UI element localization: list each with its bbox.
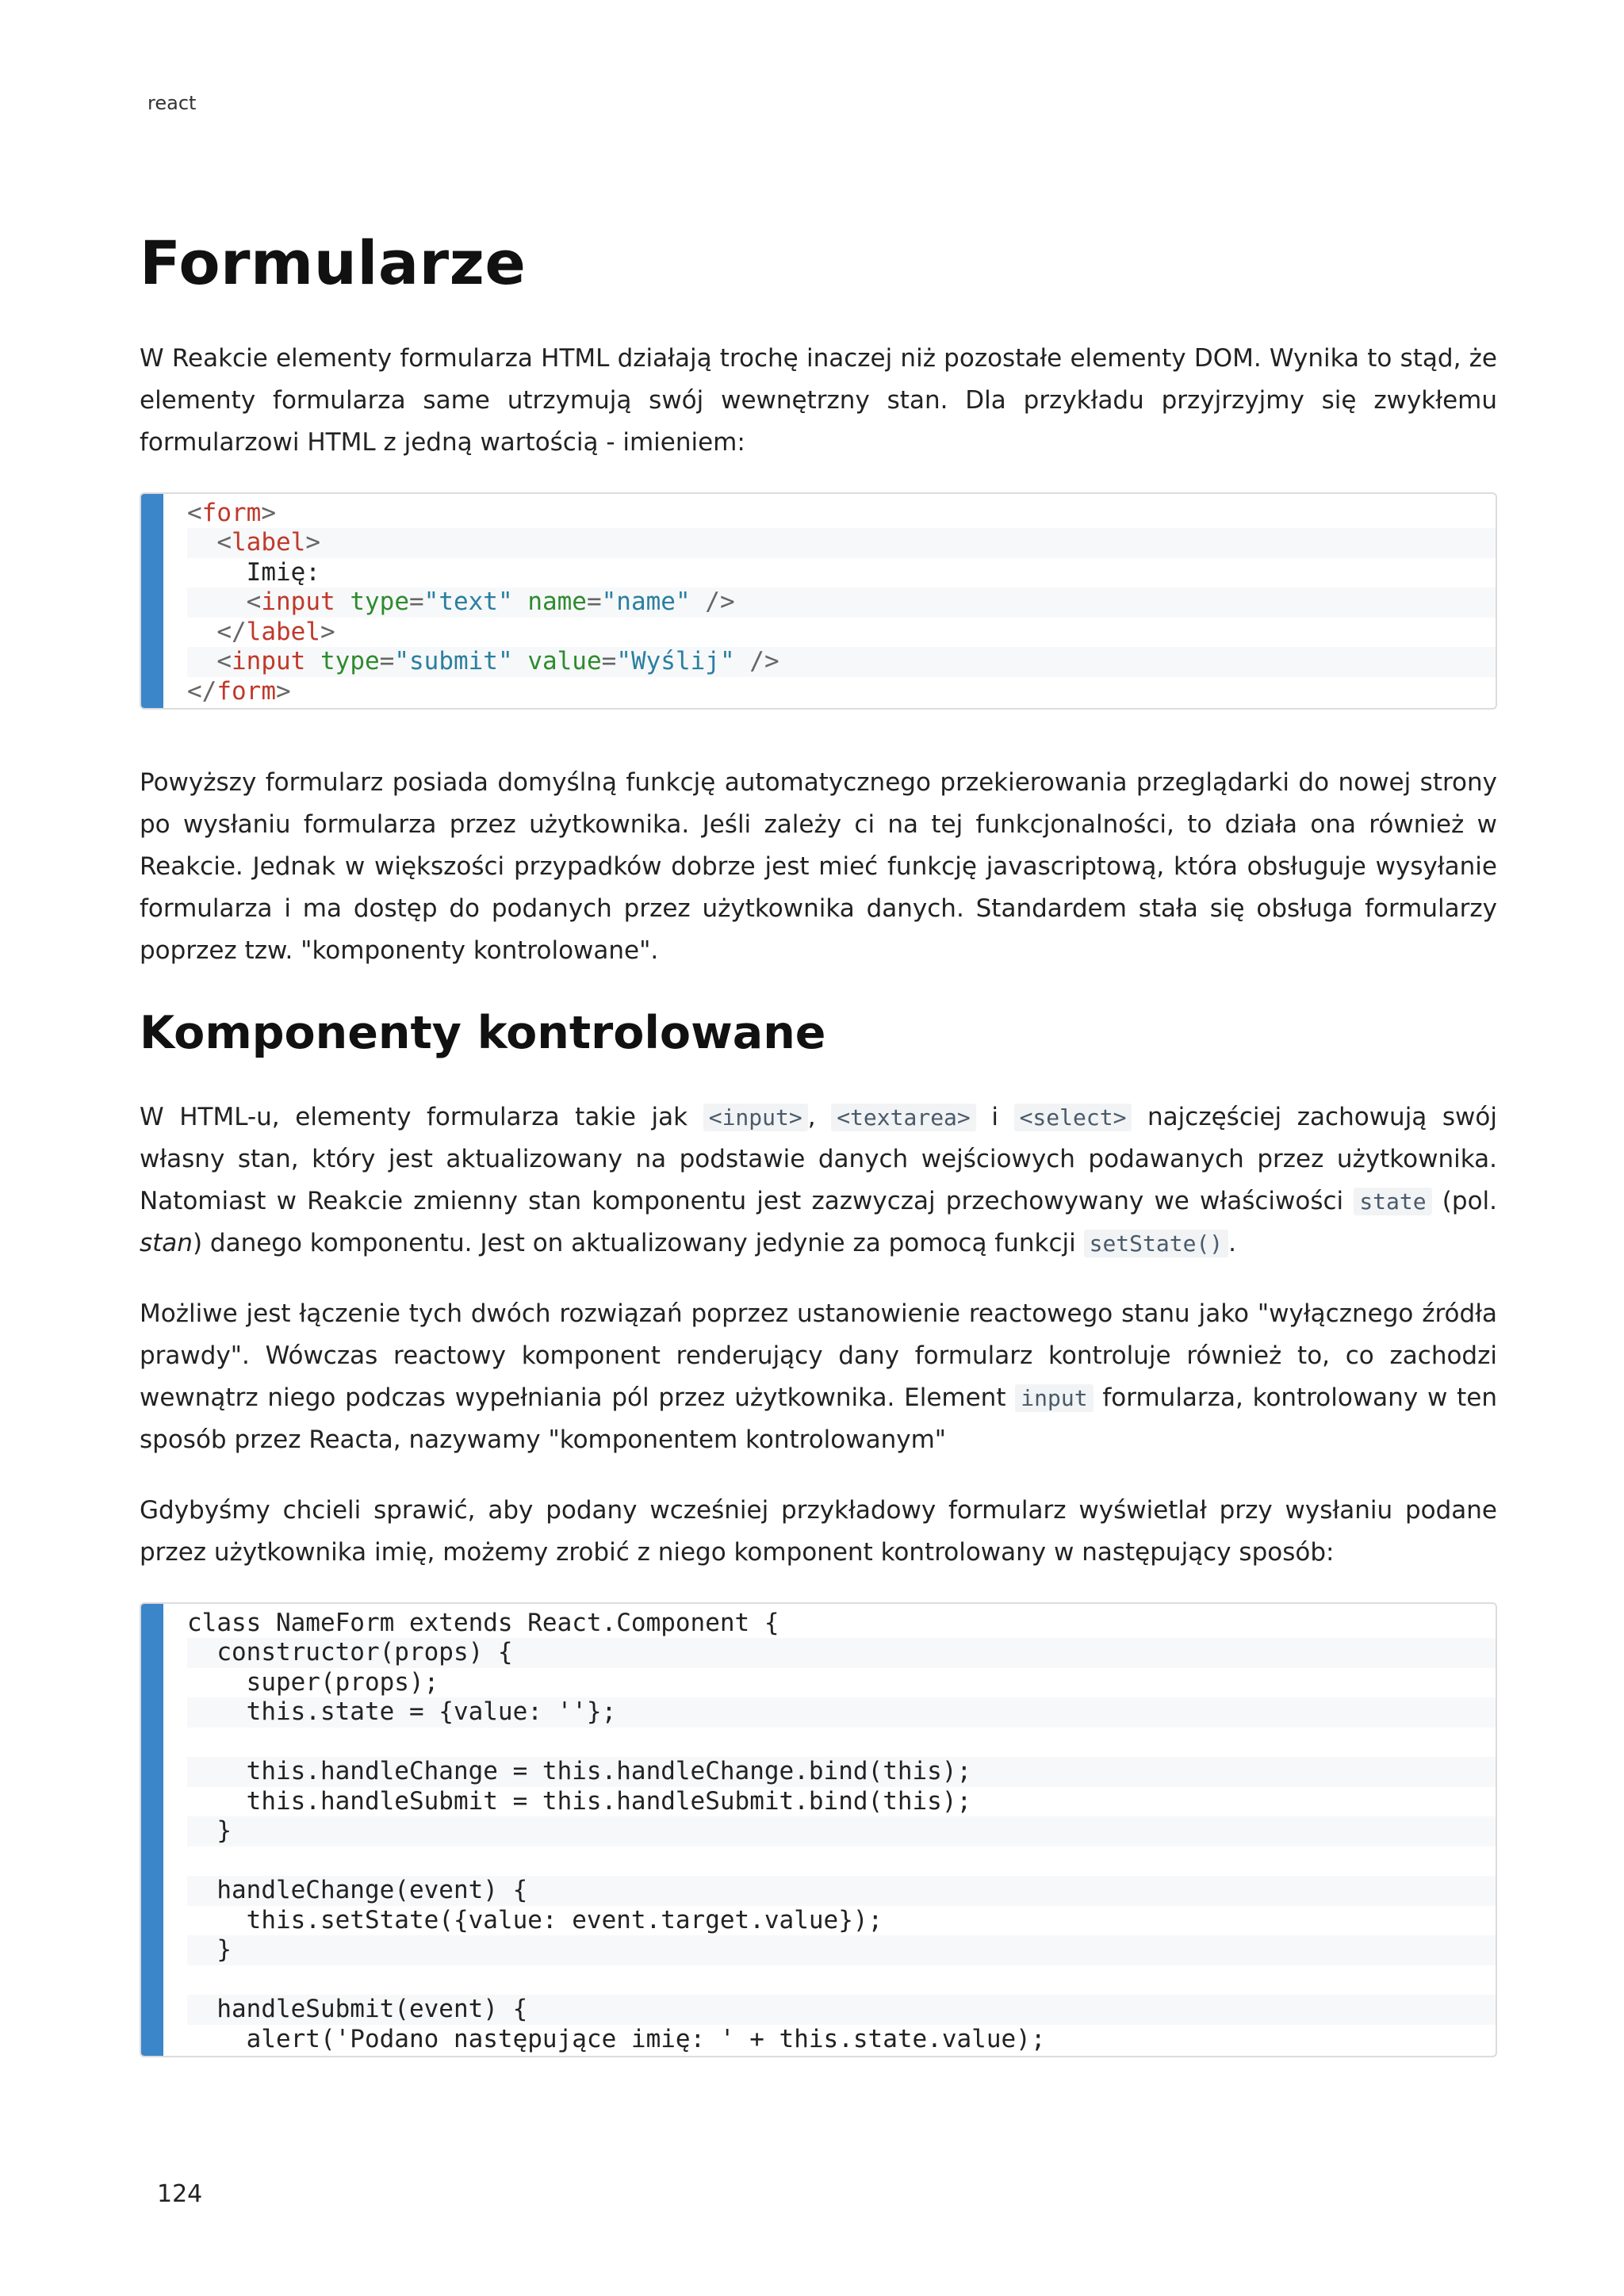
code-line: handleChange(event) { bbox=[187, 1876, 1496, 1906]
example-intro-paragraph: Gdybyśmy chcieli sprawić, aby podany wcześniej przykładowy formularz wyświetlał przy wysłaniu podane przez użytkownika imię, możemy zrobić z niego komponent kontrolowany w następujący sposób: bbox=[140, 1495, 1497, 1567]
code-accent-bar bbox=[141, 494, 163, 709]
nameform-code-block bbox=[140, 1602, 1497, 2058]
code-accent-bar bbox=[141, 1604, 163, 2057]
page-title: Formularze bbox=[140, 228, 527, 298]
code-line: alert('Podano następujące imię: ' + this.state.value); bbox=[187, 2024, 1046, 2053]
code-line: } bbox=[187, 1935, 1496, 1965]
code-line: super(props); bbox=[187, 1667, 439, 1697]
source-of-truth-paragraph: Możliwe jest łączenie tych dwóch rozwiązań poprzez ustanowienie reactowego stanu jako "wyłącznego źródła prawdy". Wówczas reactowy komponent renderujący dany formularz kontroluje również to, co zachodzi wewnątrz niego podczas wypełniania pól przez użytkownika. Element input formularza, kontrolowany w ten sposób przez Reacta, nazywamy "komponentem kontrolowanym" bbox=[140, 1299, 1497, 1454]
section-title: Komponenty kontrolowane bbox=[140, 1007, 826, 1060]
redirect-paragraph: Powyższy formularz posiada domyślną funkcję automatycznego przekierowania przeglądarki do nowej strony po wysłaniu formularza przez użytkownika. Jeśli zależy ci na tej funkcjonalności, to działa ona również w Reakcie. Jednak w większości przypadków dobrze jest mieć funkcję javascriptową, która obsługuje wysyłanie formularza i ma dostęp do podanych przez użytkownika danych. Standardem stała się obsługa formularzy poprzez tzw. "komponenty kontrolowane". bbox=[140, 768, 1497, 966]
inline-code-textarea: <textarea> bbox=[831, 1104, 976, 1131]
code-line: handleSubmit(event) { bbox=[187, 1995, 1496, 2025]
code-line: <label> bbox=[187, 528, 1496, 558]
code-line: <input type="text" name="name" /> bbox=[187, 587, 1496, 618]
inline-code-input: <input> bbox=[703, 1104, 808, 1131]
code-line: this.state = {value: ''}; bbox=[187, 1697, 1496, 1728]
page-number: 124 bbox=[157, 2180, 203, 2208]
code-line: <input type="submit" value="Wyślij" /> bbox=[187, 647, 1496, 677]
emphasis-stan: stan bbox=[140, 1228, 193, 1257]
code-line: constructor(props) { bbox=[187, 1638, 1496, 1668]
html-form-code-block bbox=[140, 492, 1497, 710]
code-line: this.handleChange = this.handleChange.bind(this); bbox=[187, 1757, 1496, 1787]
code-line: class NameForm extends React.Component { bbox=[187, 1608, 779, 1637]
code-line: </form> bbox=[187, 676, 291, 706]
code-line bbox=[187, 1728, 1496, 1758]
code-line: this.setState({value: event.target.value}); bbox=[187, 1905, 883, 1934]
inline-code-select: <select> bbox=[1014, 1104, 1132, 1131]
code-line: Imię: bbox=[246, 557, 320, 587]
code-line: this.handleSubmit = this.handleSubmit.bind(this); bbox=[187, 1786, 972, 1816]
code-line: </label> bbox=[216, 617, 335, 646]
code-listing bbox=[141, 494, 1496, 709]
code-line: <form> bbox=[187, 498, 276, 527]
intro-paragraph: W Reakcie elementy formularza HTML działają trochę inaczej niż pozostałe elementy DOM. Wynika to stąd, że elementy formularza same utrzymują swój wewnętrzny stan. Dla przykładu przyjrzyjmy się zwykłemu formularzowi HTML z jedną wartością - imieniem: bbox=[140, 343, 1497, 457]
code-line: } bbox=[187, 1816, 1496, 1846]
page-content bbox=[140, 230, 1497, 2057]
inline-code-setstate: setState() bbox=[1084, 1230, 1229, 1257]
running-header: react bbox=[147, 92, 197, 114]
inline-code-input-element: input bbox=[1015, 1384, 1093, 1412]
code-listing bbox=[141, 1604, 1496, 2057]
code-line bbox=[187, 1846, 1496, 1877]
controlled-intro-paragraph: W HTML-u, elementy formularza takie jak <input> , <textarea> i <select> najczęściej zachowują swój własny stan, który jest aktualizowany na podstawie danych wejściowych podawanych przez użytkownika. Natomiast w Reakcie zmienny stan komponentu jest zazwyczaj przechowywany we właściwości state (pol. stan) danego komponentu. Jest on aktualizowany jedynie za pomocą funkcji setState() . bbox=[140, 1102, 1498, 1257]
inline-code-state: state bbox=[1354, 1188, 1431, 1215]
code-line bbox=[187, 1965, 1496, 1996]
